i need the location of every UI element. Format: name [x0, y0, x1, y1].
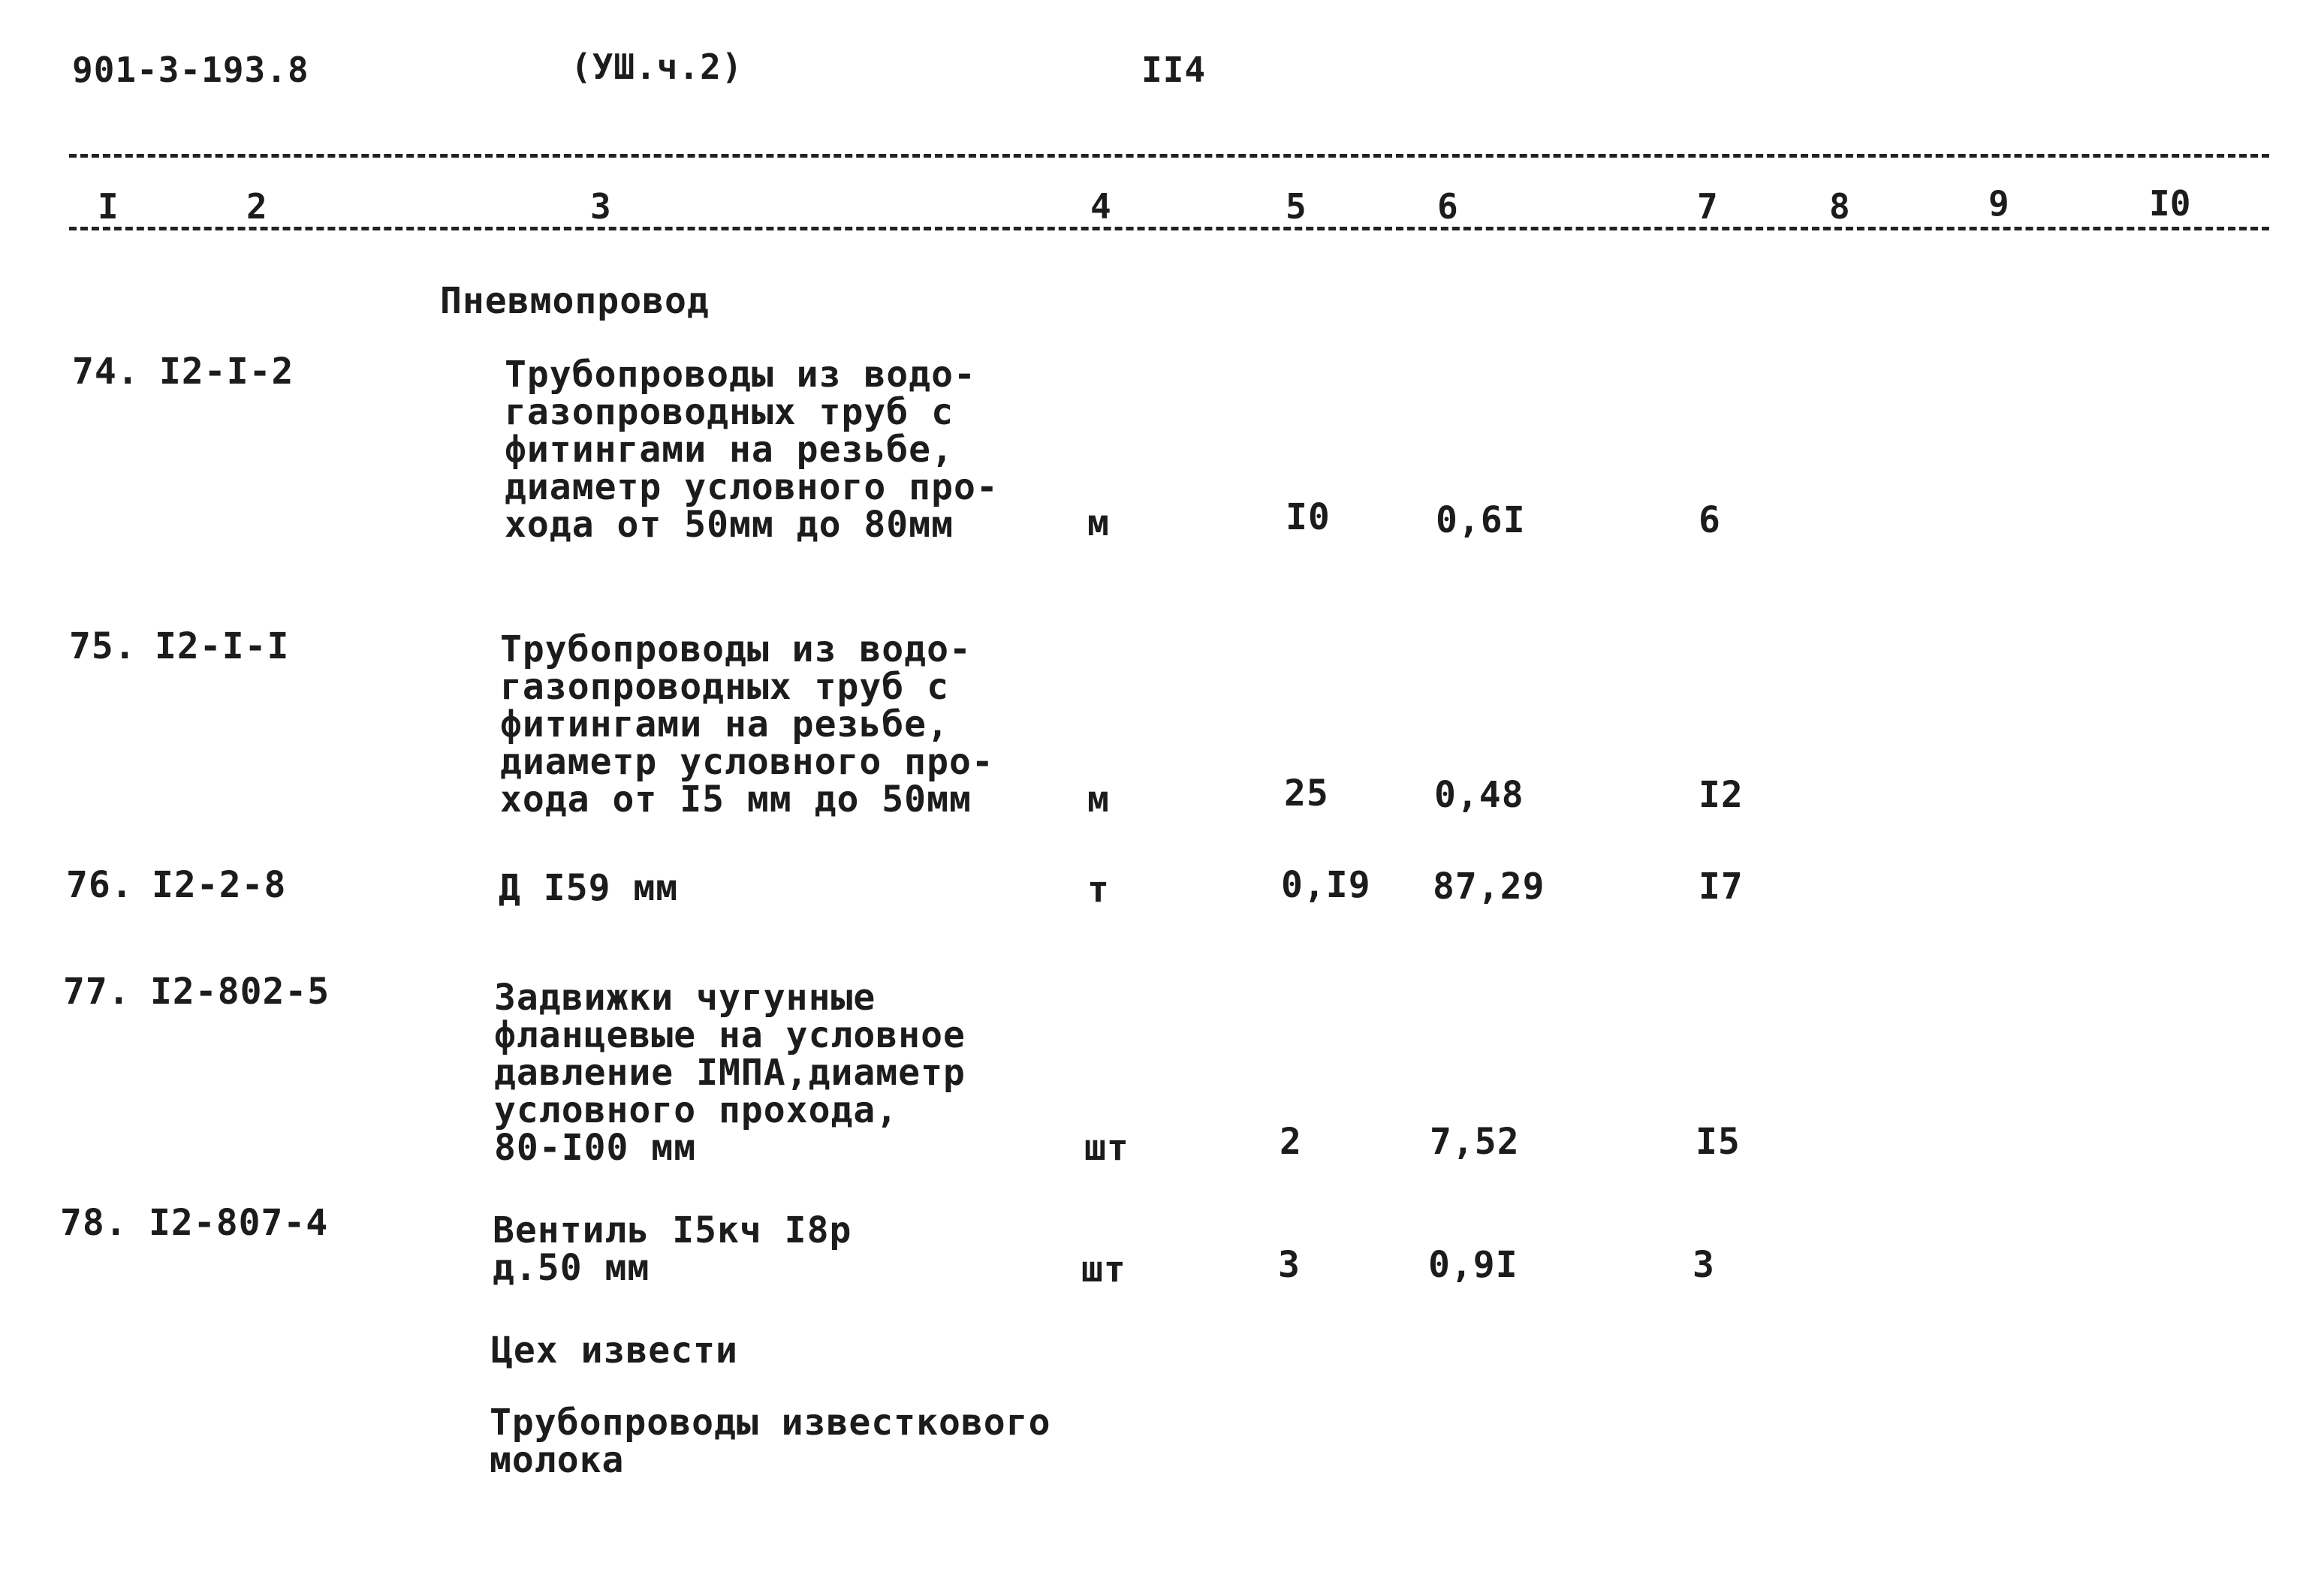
row-code: I2-2-8	[152, 864, 287, 906]
row-unit: шт	[1084, 1127, 1129, 1169]
row-col7: I5	[1696, 1121, 1741, 1163]
row-col7: I7	[1699, 866, 1744, 908]
header-rule-top	[69, 154, 2269, 158]
section-title-lime-milk-pipes: Трубопроводы известкового молока	[490, 1402, 1051, 1481]
row-code: I2-807-4	[149, 1202, 329, 1244]
row-unit: т	[1087, 869, 1110, 911]
row-description: Трубопроводы из водо- газопроводных труб с фитингами на резьбе, диаметр условного про- хода от 50мм до 80мм	[505, 354, 999, 546]
row-number: 75.	[69, 625, 137, 667]
column-number-2: 2	[246, 186, 267, 227]
row-col6: 0,6I	[1436, 499, 1526, 541]
row-quantity: 25	[1284, 772, 1329, 815]
row-description: Вентиль I5кч I8р д.50 мм	[493, 1209, 852, 1289]
row-number: 78.	[60, 1202, 128, 1244]
doc-code: 901-3-193.8	[72, 50, 309, 90]
row-quantity: I0	[1286, 496, 1331, 538]
column-number-4: 4	[1090, 186, 1111, 227]
column-number-1: I	[98, 186, 119, 227]
column-number-5: 5	[1286, 186, 1307, 227]
row-quantity: 2	[1280, 1121, 1302, 1163]
row-col6: 0,9I	[1428, 1244, 1518, 1286]
row-col6: 87,29	[1433, 866, 1545, 908]
row-code: I2-I-2	[159, 351, 294, 393]
row-quantity: 3	[1278, 1244, 1301, 1286]
column-number-6: 6	[1437, 186, 1458, 227]
row-code: I2-802-5	[150, 971, 330, 1013]
row-unit: м	[1087, 502, 1110, 544]
column-number-10: I0	[2149, 183, 2191, 224]
column-number-3: 3	[590, 186, 611, 227]
row-col7: 3	[1693, 1244, 1715, 1286]
column-number-8: 8	[1829, 186, 1850, 227]
header-rule-bottom	[69, 227, 2269, 230]
row-quantity: 0,I9	[1281, 864, 1371, 906]
row-description: Трубопроводы из водо- газопроводных труб с фитингами на резьбе, диаметр условного про- хода от I5 мм до 50мм	[500, 628, 994, 821]
row-code: I2-I-I	[155, 625, 290, 667]
column-number-9: 9	[1988, 183, 2009, 224]
row-col7: I2	[1699, 774, 1744, 816]
row-number: 74.	[72, 351, 140, 393]
row-unit: м	[1087, 778, 1110, 821]
row-description: Задвижки чугунные фланцевые на условное давление IМПА,диаметр условного прохода, 80-I00 мм	[494, 977, 966, 1169]
row-unit: шт	[1081, 1248, 1126, 1290]
section-title: Пневмопровод	[440, 280, 710, 322]
row-col7: 6	[1699, 499, 1721, 541]
row-col6: 7,52	[1430, 1121, 1520, 1163]
column-number-7: 7	[1697, 186, 1718, 227]
page-number: II4	[1141, 50, 1207, 90]
row-col6: 0,48	[1434, 774, 1524, 816]
volume-label: (УШ.ч.2)	[571, 47, 743, 87]
section-title-lime-shop: Цех извести	[491, 1329, 738, 1372]
row-number: 76.	[66, 864, 134, 906]
row-description: Д I59 мм	[499, 867, 679, 909]
row-number: 77.	[63, 971, 131, 1013]
